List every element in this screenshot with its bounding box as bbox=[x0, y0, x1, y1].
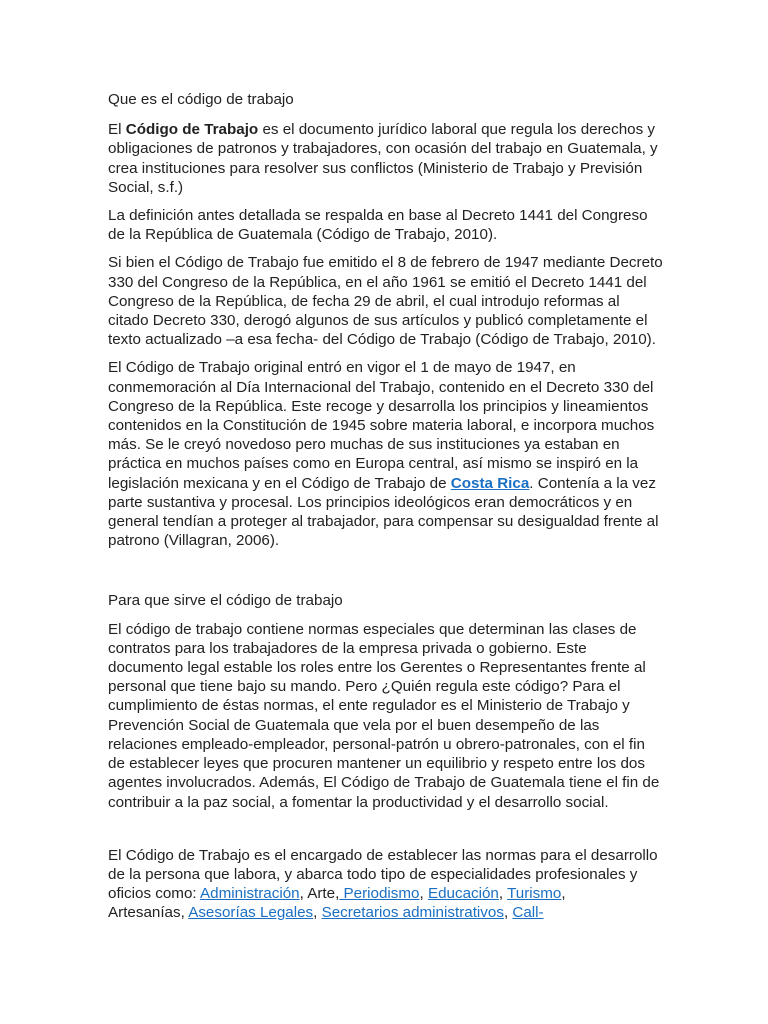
text: , bbox=[419, 885, 428, 903]
text: El Código de Trabajo original entró en vigor el 1 de mayo de 1947, en conmemoración al Día Internacional del Trabajo, contenido en el Decreto 330 del Congreso de la República. Este recoge y desarrolla los principios y lineamientos contenidos en la Constitución de 1945 sobre materia laboral, e incorpora muchos más. Se le creyó novedoso pero muchas de sus instituciones ya estaban en práctica en muchos países como en Europa central, así mismo se inspiró en la legislación mexicana y en el Código de Trabajo de bbox=[108, 359, 655, 492]
text: El Código de Trabajo es el encargado de establecer las normas para el desarrollo de la persona que labora, y abarca todo tipo de especialidades profesionales y oficios como: bbox=[108, 846, 658, 903]
text: , Arte, bbox=[299, 885, 340, 903]
text: es el documento jurídico laboral que regula los derechos y obligaciones de patronos y trabajadores, con ocasión del trabajo en Guatemala, y crea instituciones para resolver sus conflictos (Ministerio de Trabajo y Previsión Social, s.f.) bbox=[108, 121, 658, 196]
link-turismo[interactable]: Turismo bbox=[507, 885, 562, 903]
link-administracion[interactable]: Administración bbox=[200, 885, 300, 903]
paragraph-professions bbox=[108, 846, 663, 923]
text: El bbox=[108, 121, 126, 139]
text: , bbox=[503, 904, 513, 922]
link-call-center[interactable]: Call- bbox=[512, 904, 544, 922]
text: Artesanías, bbox=[108, 904, 189, 922]
document-page bbox=[108, 90, 663, 923]
section-title-que-es: Que es el código de trabajo bbox=[108, 91, 294, 108]
bold-term-codigo-de-trabajo: Código de Trabajo bbox=[125, 121, 259, 139]
link-secretarios-administrativos[interactable]: Secretarios administrativos bbox=[321, 904, 504, 922]
text: . Contenía a la vez parte sustantiva y procesal. Los principios ideológicos eran democráticos y en general tendían a proteger al trabajador, para compensar su desigualdad frente al patrono (Villagran, 2006). bbox=[108, 474, 659, 550]
link-asesorias-legales[interactable]: Asesorías Legales bbox=[188, 904, 314, 922]
paragraph-purpose: El código de trabajo contiene normas especiales que determinan las clases de contratos para los trabajadores de la empresa privada o gobierno. Este documento legal estable los roles entre los Gerentes o Representantes frente al personal que tiene bajo su mando. Pero ¿Quién regula este código? Para el cumplimiento de éstas normas, el ente regulador es el Ministerio de Trabajo y Prevención Social de Guatemala que vela por el buen desempeño de las relaciones empleado-empleador, personal-patrón u obrero-patronales, con el fin de establecer leyes que procuren mantener un equilibrio y respeto entre los dos agentes involucrados. Además, El Código de Trabajo de Guatemala tiene el fin de contribuir a la paz social, a fomentar la productividad y el desarrollo social. bbox=[108, 620, 660, 811]
paragraph-decreto: La definición antes detallada se respalda en base al Decreto 1441 del Congreso de la República de Guatemala (Código de Trabajo, 2010). bbox=[108, 207, 648, 244]
paragraph-definition bbox=[108, 120, 663, 197]
paragraph-original-code bbox=[108, 358, 663, 550]
link-costa-rica[interactable]: Costa Rica bbox=[450, 474, 530, 492]
section-title-para-que-sirve: Para que sirve el código de trabajo bbox=[108, 592, 343, 610]
text: , bbox=[313, 904, 322, 922]
text: , bbox=[498, 885, 508, 903]
paragraph-history: Si bien el Código de Trabajo fue emitido el 8 de febrero de 1947 mediante Decreto 330 del Congreso de la República, en el año 1961 se emitió el Decreto 1441 del Congreso de la República, de fecha 29 de abril, el cual introdujo reformas al citado Decreto 330, derogó algunos de sus artículos y publicó completamente el texto actualizado –a esa fecha- del Código de Trabajo (Código de Trabajo, 2010). bbox=[108, 254, 663, 349]
link-educacion[interactable]: Educación bbox=[427, 885, 499, 903]
link-periodismo[interactable]: Periodismo bbox=[339, 885, 420, 903]
text: , bbox=[561, 885, 566, 903]
